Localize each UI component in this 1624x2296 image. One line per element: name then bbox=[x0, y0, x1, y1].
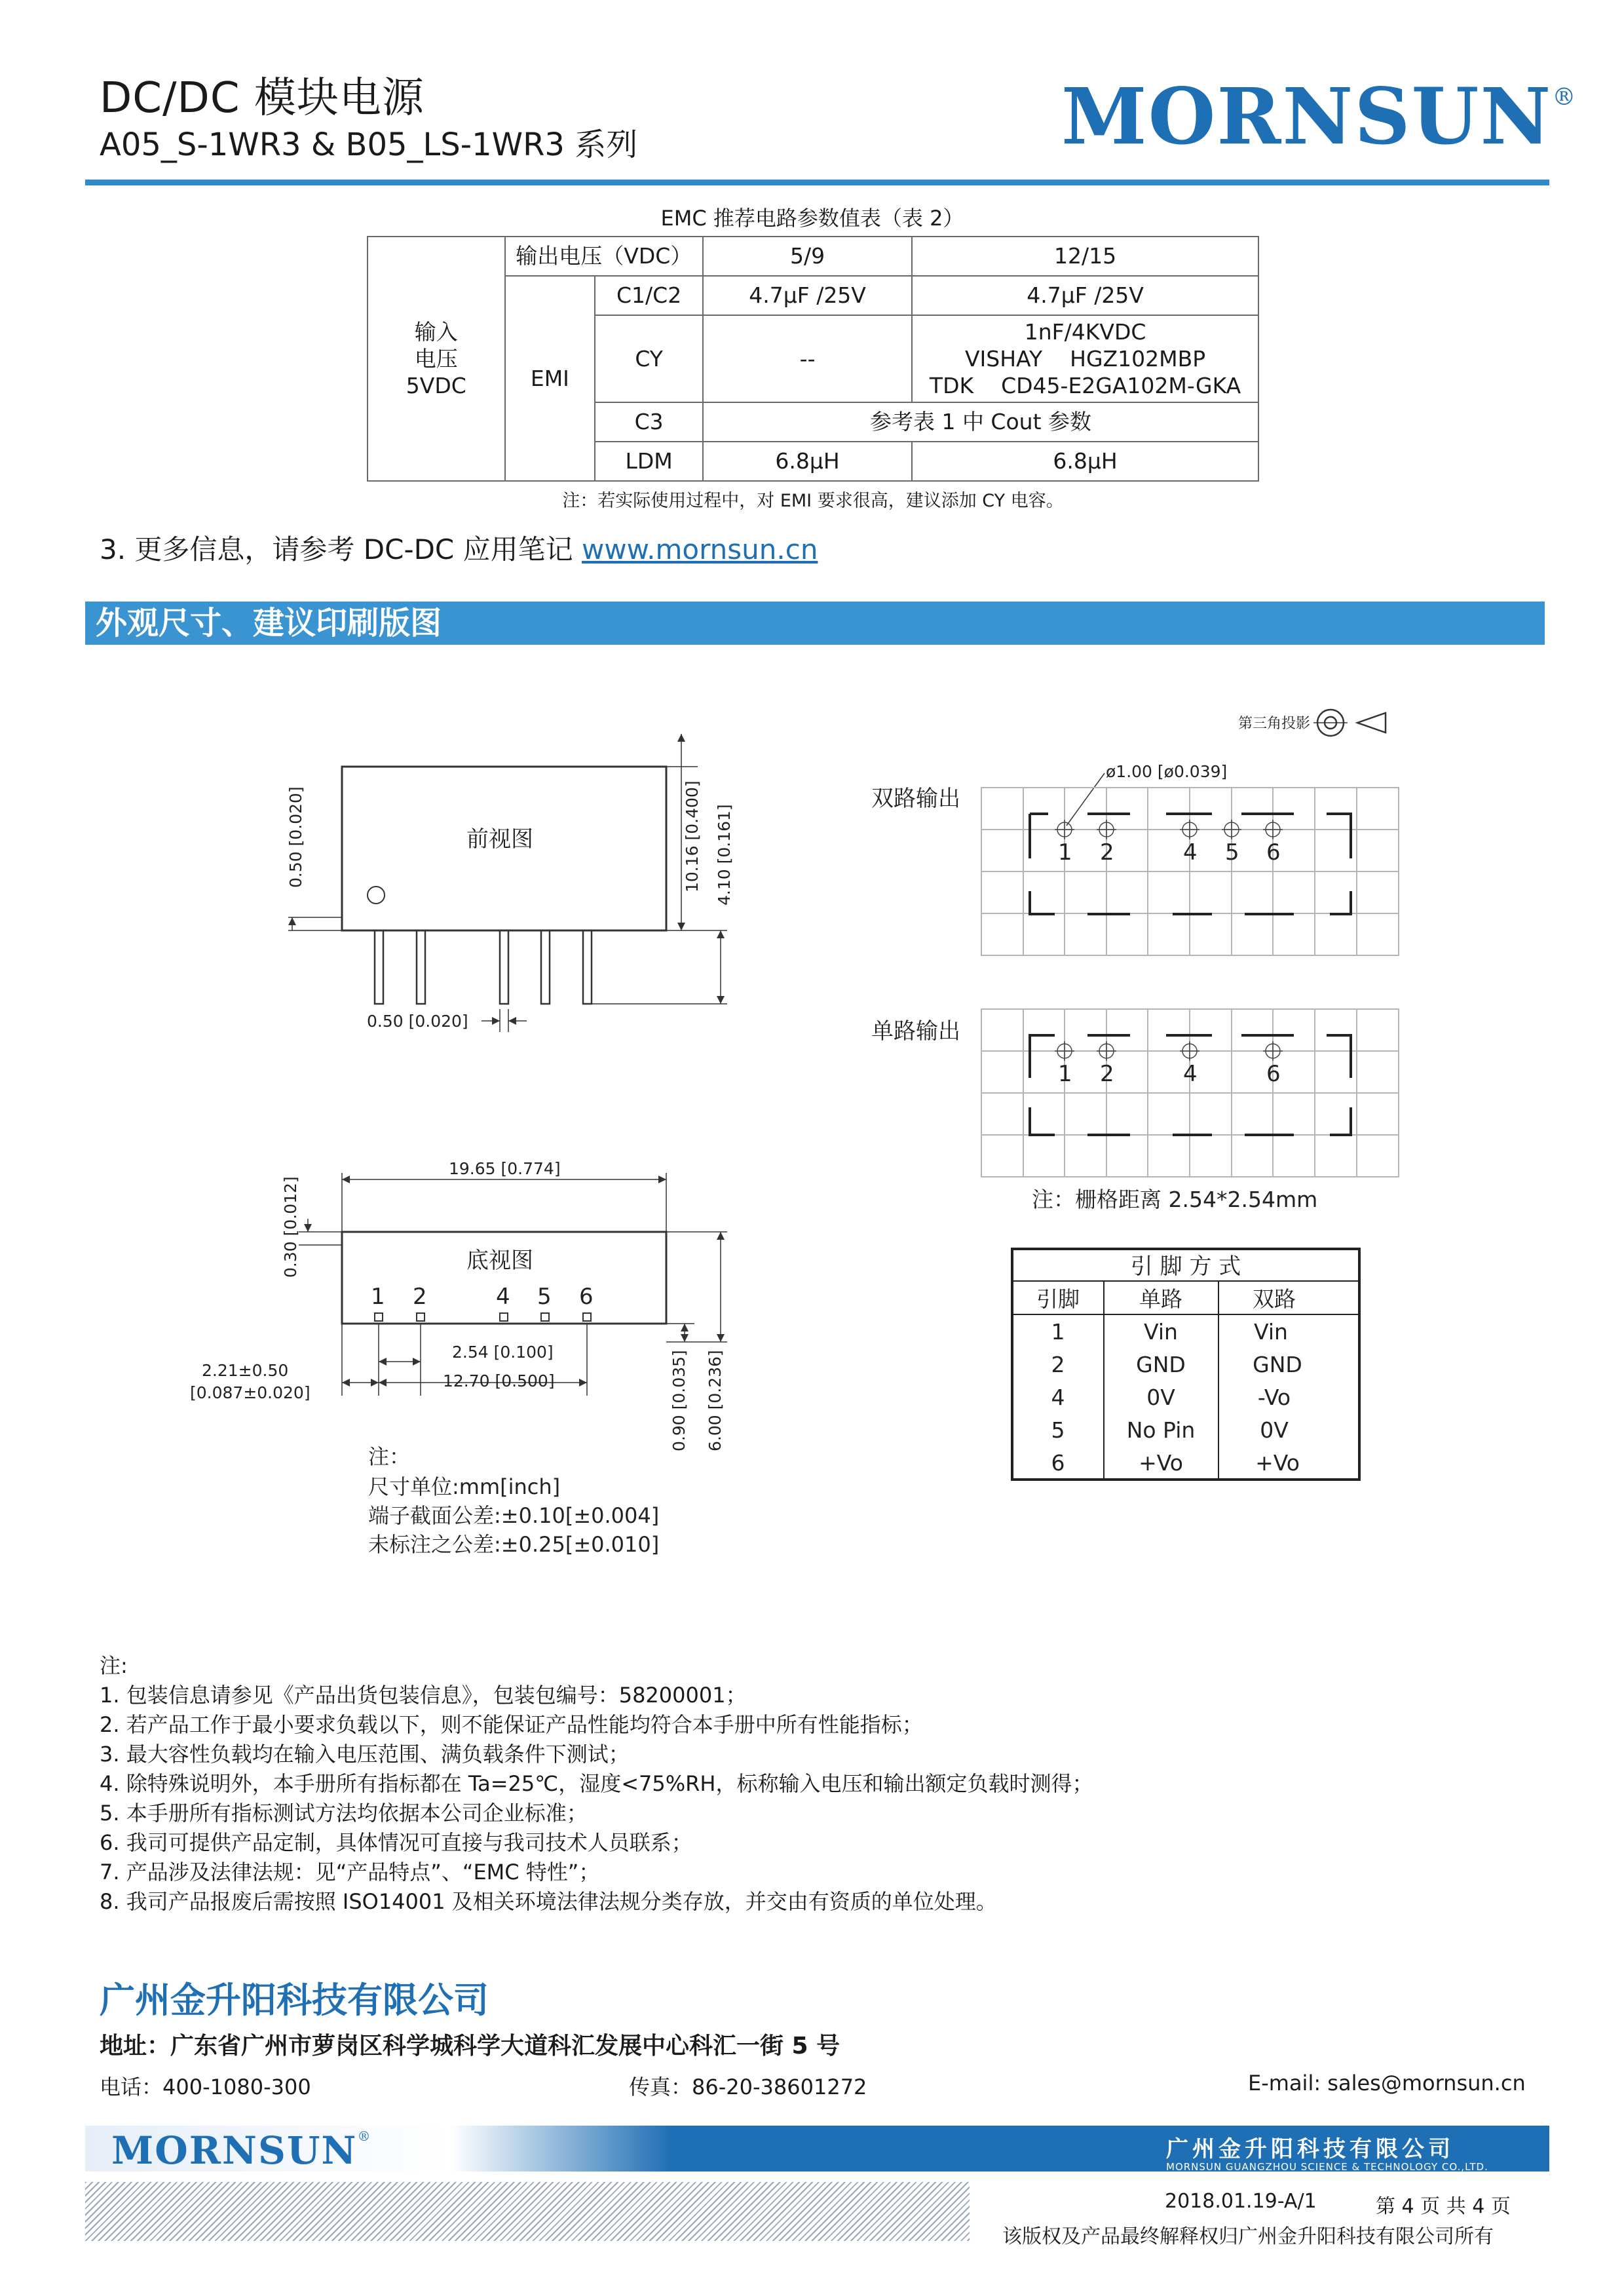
note-7: 7. 产品涉及法律法规：见“产品特点”、“EMC 特性”； bbox=[100, 1860, 600, 1885]
company-name: 广州金升阳科技有限公司 bbox=[100, 1980, 489, 2021]
footer-logo-mark: ® bbox=[357, 2128, 372, 2144]
note-8: 8. 我司产品报废后需按照 ISO14001 及相关环境法律法规分类存放，并交由有资质的单位处理。 bbox=[100, 1889, 997, 1914]
bottom-view-drawing bbox=[342, 1232, 666, 1324]
emc-table-note: 注：若实际使用过程中，对 EMI 要求很高，建议添加 CY 电容。 bbox=[562, 491, 1064, 511]
note-4: 4. 除特殊说明外，本手册所有指标都在 Ta=25℃，湿度<75%RH，标称输入电压和输出额定负载时测得； bbox=[100, 1771, 1093, 1796]
website-link[interactable]: www.mornsun.cn bbox=[581, 533, 818, 565]
c3-name: C3 bbox=[595, 402, 703, 442]
input-label-l1: 输入 bbox=[414, 318, 458, 345]
single-pin-4: 4 bbox=[1183, 1061, 1198, 1087]
dim-254: 2.54 [0.100] bbox=[452, 1343, 554, 1362]
pin-table-header-pin: 引脚 bbox=[1036, 1286, 1080, 1312]
pin-row-3-dual: -Vo bbox=[1257, 1385, 1291, 1410]
dim-1016: 10.16 [0.400] bbox=[683, 780, 702, 892]
pin-table-header-single: 单路 bbox=[1139, 1286, 1182, 1312]
ldm-v2: 6.8μH bbox=[912, 442, 1258, 481]
pin-row-5-pin: 6 bbox=[1051, 1450, 1065, 1476]
pin-row-1-single: Vin bbox=[1144, 1319, 1178, 1345]
drawing-note-1: 尺寸单位:mm[inch] bbox=[368, 1474, 561, 1499]
projection-symbol-icon bbox=[1313, 710, 1386, 736]
company-email: E-mail: sales@mornsun.cn bbox=[1248, 2071, 1526, 2095]
dim-600: 6.00 [0.236] bbox=[706, 1350, 725, 1451]
pin-row-4-single: No Pin bbox=[1126, 1417, 1196, 1443]
c1c2-v2: 4.7μF /25V bbox=[912, 276, 1258, 315]
bottom-view-label: 底视图 bbox=[466, 1248, 533, 1274]
col-12-15-header: 12/15 bbox=[912, 237, 1258, 276]
note-1: 1. 包装信息请参见《产品出货包装信息》，包装包编号：58200001； bbox=[100, 1683, 747, 1708]
drawing-note-3: 未标注之公差:±0.25[±0.010] bbox=[368, 1532, 660, 1557]
pin-row-1-dual: Vin bbox=[1254, 1319, 1288, 1345]
logo-text: MORNSUN bbox=[1061, 71, 1553, 162]
footer-logo bbox=[111, 2128, 371, 2173]
input-voltage-cell bbox=[368, 237, 505, 481]
doc-title: DC/DC 模块电源 bbox=[100, 74, 425, 123]
pin-row-5-dual: +Vo bbox=[1255, 1450, 1300, 1476]
doc-version: 2018.01.19-A/1 bbox=[1165, 2190, 1317, 2213]
pin-row-1-pin: 1 bbox=[1051, 1319, 1065, 1345]
dim-410: 4.10 [0.161] bbox=[715, 804, 734, 906]
copyright: 该版权及产品最终解释权归广州金升阳科技有限公司所有 bbox=[1002, 2225, 1494, 2248]
emc-table bbox=[367, 236, 1259, 482]
dim-030: 0.30 [0.012] bbox=[281, 1176, 300, 1278]
footer-company-cn: 广州金升阳科技有限公司 bbox=[1166, 2136, 1454, 2162]
general-notes bbox=[100, 1651, 1093, 1917]
pin-row-2-pin: 2 bbox=[1051, 1352, 1065, 1377]
pin-row-4-dual: 0V bbox=[1260, 1417, 1289, 1443]
dual-pin-4: 4 bbox=[1183, 839, 1198, 866]
more-info-text: 3. 更多信息，请参考 DC-DC 应用笔记 bbox=[100, 533, 582, 565]
pin-row-2-single: GND bbox=[1136, 1352, 1186, 1377]
cy-v2-l1: 1nF/4KVDC bbox=[1024, 318, 1146, 345]
mornsun-logo bbox=[1061, 71, 1577, 162]
notes-head: 注: bbox=[100, 1653, 128, 1678]
input-label-l2: 电压 bbox=[414, 345, 458, 372]
bottom-pin-1: 1 bbox=[371, 1284, 385, 1310]
dim-050-horizontal: 0.50 [0.020] bbox=[367, 1012, 468, 1031]
doc-subtitle: A05_S-1WR3 & B05_LS-1WR3 系列 bbox=[100, 126, 638, 163]
footer-logo-text: MORNSUN bbox=[111, 2128, 358, 2173]
bottom-pin-6: 6 bbox=[579, 1284, 594, 1310]
pin-row-4-pin: 5 bbox=[1051, 1417, 1065, 1443]
output-voltage-header: 输出电压（VDC） bbox=[505, 237, 703, 276]
cy-v2-l3: TDK CD45-E2GA102M-GKA bbox=[929, 373, 1241, 399]
front-view-label: 前视图 bbox=[466, 826, 533, 852]
dimension-drawings bbox=[0, 655, 1624, 1586]
company-address: 地址：广东省广州市萝岗区科学城科学大道科汇发展中心科汇一街 5 号 bbox=[100, 2033, 840, 2059]
logo-registered-mark: ® bbox=[1552, 84, 1577, 111]
pin-row-5-single: +Vo bbox=[1139, 1450, 1183, 1476]
header-divider bbox=[85, 180, 1549, 185]
note-5: 5. 本手册所有指标测试方法均依据本公司企业标准； bbox=[100, 1801, 588, 1826]
c1c2-name: C1/C2 bbox=[595, 276, 703, 315]
single-pin-1: 1 bbox=[1058, 1061, 1072, 1087]
col-5-9-header: 5/9 bbox=[703, 237, 912, 276]
single-pin-6: 6 bbox=[1266, 1061, 1281, 1087]
footer-stripe bbox=[85, 2182, 970, 2241]
footer-company-en: MORNSUN GUANGZHOU SCIENCE & TECHNOLOGY CO.,LTD. bbox=[1166, 2161, 1488, 2173]
pin-row-3-single: 0V bbox=[1146, 1385, 1175, 1410]
dim-221-b: [0.087±0.020] bbox=[190, 1383, 311, 1402]
single-pin-2: 2 bbox=[1100, 1061, 1114, 1087]
note-3: 3. 最大容性负载均在输入电压范围、满负载条件下测试； bbox=[100, 1742, 630, 1767]
dual-output-label: 双路输出 bbox=[871, 786, 960, 812]
drawing-note-2: 端子截面公差:±0.10[±0.004] bbox=[368, 1503, 660, 1528]
company-fax: 传真：86-20-38601272 bbox=[629, 2075, 867, 2099]
bottom-pin-5: 5 bbox=[537, 1284, 552, 1310]
note-2: 2. 若产品工作于最小要求负载以下，则不能保证产品性能均符合本手册中所有性能指标； bbox=[100, 1712, 923, 1737]
c3-value: 参考表 1 中 Cout 参数 bbox=[703, 402, 1258, 442]
dim-1965: 19.65 [0.774] bbox=[449, 1159, 561, 1178]
more-info bbox=[100, 528, 818, 567]
cy-v2 bbox=[912, 315, 1258, 402]
dual-pin-1: 1 bbox=[1058, 839, 1072, 866]
pin-row-3-pin: 4 bbox=[1051, 1385, 1065, 1410]
grid-spacing-note: 注：栅格距离 2.54*2.54mm bbox=[1032, 1187, 1318, 1212]
bottom-pin-2: 2 bbox=[413, 1284, 427, 1310]
cy-name: CY bbox=[595, 315, 703, 402]
drawing-notes-head: 注： bbox=[368, 1444, 411, 1469]
dim-1270: 12.70 [0.500] bbox=[443, 1371, 555, 1390]
page-number: 第 4 页 共 4 页 bbox=[1376, 2195, 1511, 2218]
dim-090: 0.90 [0.035] bbox=[670, 1350, 689, 1451]
emc-table-caption: EMC 推荐电路参数值表（表 2） bbox=[660, 206, 964, 231]
single-output-label: 单路输出 bbox=[871, 1018, 960, 1044]
pin-table-title: 引 脚 方 式 bbox=[1130, 1253, 1241, 1280]
dual-pin-2: 2 bbox=[1100, 839, 1114, 866]
cy-v1: -- bbox=[703, 315, 912, 402]
cy-v2-l2: VISHAY HGZ102MBP bbox=[964, 345, 1206, 372]
hole-dimension: ø1.00 [ø0.039] bbox=[1106, 762, 1228, 781]
bottom-pin-4: 4 bbox=[496, 1284, 510, 1310]
pin-row-2-dual: GND bbox=[1253, 1352, 1302, 1377]
note-6: 6. 我司可提供产品定制，具体情况可直接与我司技术人员联系； bbox=[100, 1830, 692, 1855]
section-title-bar: 外观尺寸、建议印刷版图 bbox=[85, 602, 1545, 645]
front-view-drawing bbox=[342, 767, 666, 1004]
ldm-name: LDM bbox=[595, 442, 703, 481]
dual-pin-6: 6 bbox=[1266, 839, 1281, 866]
dim-050-vertical: 0.50 [0.020] bbox=[286, 786, 305, 888]
input-label-l3: 5VDC bbox=[406, 373, 466, 399]
dual-pin-5: 5 bbox=[1225, 839, 1239, 866]
company-tel: 电话：400-1080-300 bbox=[100, 2075, 311, 2099]
dim-221-a: 2.21±0.50 bbox=[202, 1361, 289, 1380]
c1c2-v1: 4.7μF /25V bbox=[703, 276, 912, 315]
projection-label: 第三角投影 bbox=[1238, 716, 1311, 732]
emi-cell: EMI bbox=[505, 276, 595, 481]
ldm-v1: 6.8μH bbox=[703, 442, 912, 481]
pin-table-header-dual: 双路 bbox=[1253, 1286, 1296, 1312]
